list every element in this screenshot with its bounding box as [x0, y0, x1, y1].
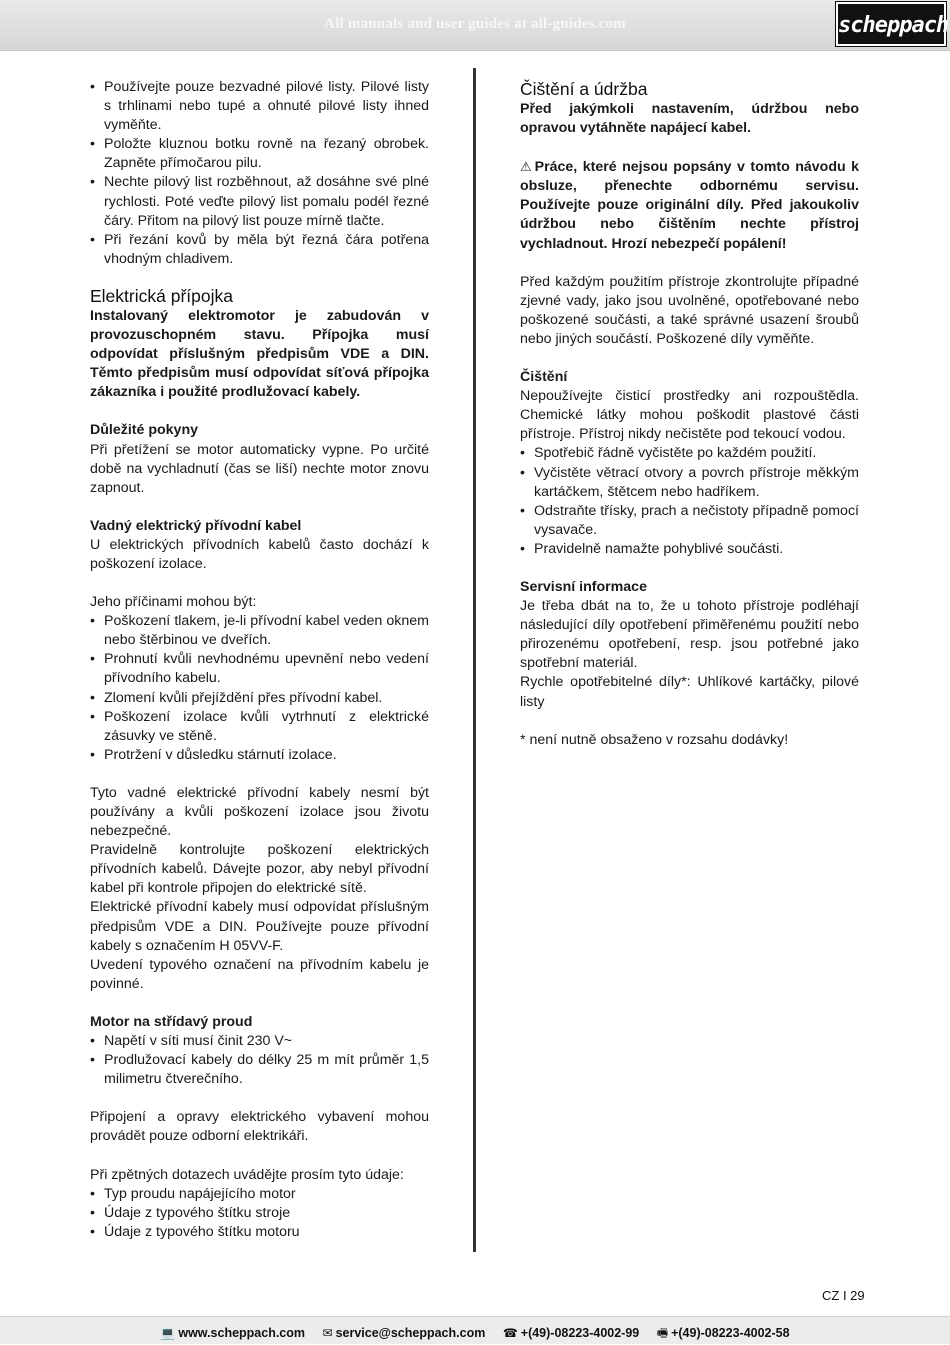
list-item: • Nechte pilový list rozběhnout, až dosáhne své plné rychlosti. Poté veďte pilový list pomalu podél řezné čáry. Přitom na pilový list pouze mírně tlačte.	[90, 173, 429, 230]
watermark: All manuals and user guides at all-guides.com	[324, 16, 626, 32]
fax-icon: 🖷	[656, 1326, 669, 1340]
right-column	[520, 78, 859, 750]
important-text: Při přetížení se motor automaticky vypne. Po určité době na vychladnutí (čas se liší) nechte motor znovu zapnout.	[90, 441, 429, 496]
phone-icon: ☎	[502, 1326, 518, 1340]
repairs-text: Připojení a opravy elektrického vybavení mohou provádět pouze odborní elektrikáři.	[90, 1109, 429, 1145]
list-item: • Protržení v důsledku stárnutí izolace.	[90, 746, 429, 765]
list-item: • Při řezání kovů by měla být řezná čára potřena vhodným chladivem.	[90, 231, 429, 269]
list-item: • Zlomení kvůli přejíždění přes přívodní kabel.	[90, 689, 429, 708]
cleaning-text: Nepoužívejte čisticí prostředky ani rozpouštědla. Chemické látky mohou poškodit plastové části přístroje. Přístroj nikdy nečistěte pod tekoucí vodou.	[520, 388, 859, 443]
list-item: • Používejte pouze bezvadné pilové listy. Pilové listy s trhlinami nebo tupé a ohnuté pilové listy ihned vyměňte.	[90, 78, 429, 135]
left-column	[90, 78, 429, 1242]
list-item: • Údaje z typového štítku stroje	[90, 1204, 429, 1223]
electric-notice: Instalovaný elektromotor je zabudován v provozuschopném stavu. Přípojka musí odpovídat příslušným předpisům VDE a DIN. Těmto předpisům musí odpovídat síťová přípojka zákazníka i použité prodlužovací kabely.	[90, 307, 429, 401]
section-title-electric: Elektrická přípojka	[90, 285, 233, 306]
list-item: • Prohnutí kvůli nevhodnému upevnění nebo vedení přívodního kabelu.	[90, 650, 429, 688]
phone-number: +(49)-08223-4002-99	[520, 1326, 640, 1340]
check-text: Před každým použitím přístroje zkontrolujte případné zjevné vady, jako jsou uvolněné, opotřebované nebo poškozené součásti, a také správné usazení šroubů nebo jiných součástí. Poškozené díly vyměňte.	[520, 273, 859, 347]
wear-parts-text: Rychle opotřebitelné díly*: Uhlíkové kartáčky, pilové listy	[520, 674, 859, 710]
fax-number: +(49)-08223-4002-58	[671, 1326, 790, 1340]
bullet-list-saw	[90, 78, 429, 269]
bullet-list-inquiry	[90, 1185, 429, 1242]
list-item: • Spotřebič řádně vyčistěte po každém použití.	[520, 444, 859, 463]
list-item: • Typ proudu napájejícího motor	[90, 1185, 429, 1204]
subheading-defect-cable: Vadný elektrický přívodní kabel	[90, 517, 302, 534]
list-item: • Položte kluznou botku rovně na řezaný obrobek. Zapněte přímočarou pilu.	[90, 135, 429, 173]
page-number: CZ I 29	[822, 1288, 865, 1303]
list-item: • Vyčistěte větrací otvory a povrch přístroje měkkým kartáčkem, štětcem nebo hadříkem.	[520, 464, 859, 502]
subheading-important: Důležité pokyny	[90, 422, 199, 439]
defect-text: U elektrických přívodních kabelů často dochází k poškození izolace.	[90, 536, 429, 572]
brand-logo: scheppach	[836, 2, 946, 46]
list-item: • Poškození izolace kvůli vytrhnutí z elektrické zásuvky ve stěně.	[90, 708, 429, 746]
section-title-cleaning-maintenance: Čištění a údržba	[520, 79, 648, 99]
warning-icon: ⚠	[520, 159, 532, 175]
inquiry-intro: Při zpětných dotazech uvádějte prosím tyto údaje:	[90, 1166, 404, 1183]
bullet-list-motor	[90, 1032, 429, 1089]
cable-paragraph: Uvedení typového označení na přívodním kabelu je povinné.	[90, 956, 429, 992]
cable-paragraph: Tyto vadné elektrické přívodní kabely nesmí být používány a kvůli poškození izolace jsou životu nebezpečné.	[90, 784, 429, 840]
email-link[interactable]: service@scheppach.com	[335, 1326, 486, 1340]
list-item: • Napětí v síti musí činit 230 V~	[90, 1032, 429, 1051]
list-item: • Údaje z typového štítku motoru	[90, 1223, 429, 1242]
mail-icon: ✉	[322, 1326, 333, 1340]
website-link[interactable]: www.scheppach.com	[178, 1326, 306, 1340]
footer-phone	[503, 1326, 639, 1340]
list-item: • Pravidelně namažte pohyblivé součásti.	[520, 540, 859, 559]
warning-text: Práce, které nejsou popsány v tomto návodu k obsluze, přenechte odbornému servisu. Používejte pouze originální díly. Před jakoukoliv údržbou nebo čištěním nechte přístroj vychladnout. Hrozí nebezpečí popálení!	[520, 159, 859, 252]
footer-email[interactable]	[323, 1326, 486, 1340]
footer-contacts	[0, 1324, 950, 1345]
cable-paragraph: Pravidelně kontrolujte poškození elektrických přívodních kabelů. Dávejte pozor, aby nebyl přívodní kabel při kontrole připojen do elektrické sítě.	[90, 842, 429, 897]
list-item: • Prodlužovací kabely do délky 25 m mít průměr 1,5 milimetru čtverečního.	[90, 1051, 429, 1089]
unplug-notice: Před jakýmkoli nastavením, údržbou nebo opravou vytáhněte napájecí kabel.	[520, 101, 859, 137]
warning-notice	[520, 157, 859, 253]
subheading-service: Servisní informace	[520, 578, 647, 595]
bullet-list-causes	[90, 612, 429, 765]
list-item: • Odstraňte třísky, prach a nečistoty případně pomocí vysavače.	[520, 502, 859, 540]
header-bar	[0, 0, 950, 51]
service-text: Je třeba dbát na to, že u tohoto přístroje podléhají následující díly opotřebení přiměřenému použití nebo přirozenému opotřebení, resp. jsou potřebné jako spotřební materiál.	[520, 598, 859, 672]
list-item: • Poškození tlakem, je-li přívodní kabel veden oknem nebo štěrbinou ve dveřích.	[90, 612, 429, 650]
footer-website[interactable]	[160, 1326, 305, 1340]
column-divider	[473, 68, 476, 1252]
causes-intro: Jeho příčinami mohou být:	[90, 594, 257, 611]
footer-fax	[657, 1326, 790, 1340]
bullet-list-cleaning	[520, 444, 859, 559]
subheading-cleaning: Čištění	[520, 369, 568, 386]
footer-bar	[0, 1316, 950, 1344]
computer-icon: 💻	[160, 1326, 176, 1340]
cable-paragraph: Elektrické přívodní kabely musí odpovídat příslušným předpisům VDE a DIN. Používejte pouze přívodní kabely s označením H 05VV-F.	[90, 899, 429, 954]
subheading-motor: Motor na střídavý proud	[90, 1013, 253, 1030]
footnote: * není nutně obsaženo v rozsahu dodávky!	[520, 731, 789, 748]
